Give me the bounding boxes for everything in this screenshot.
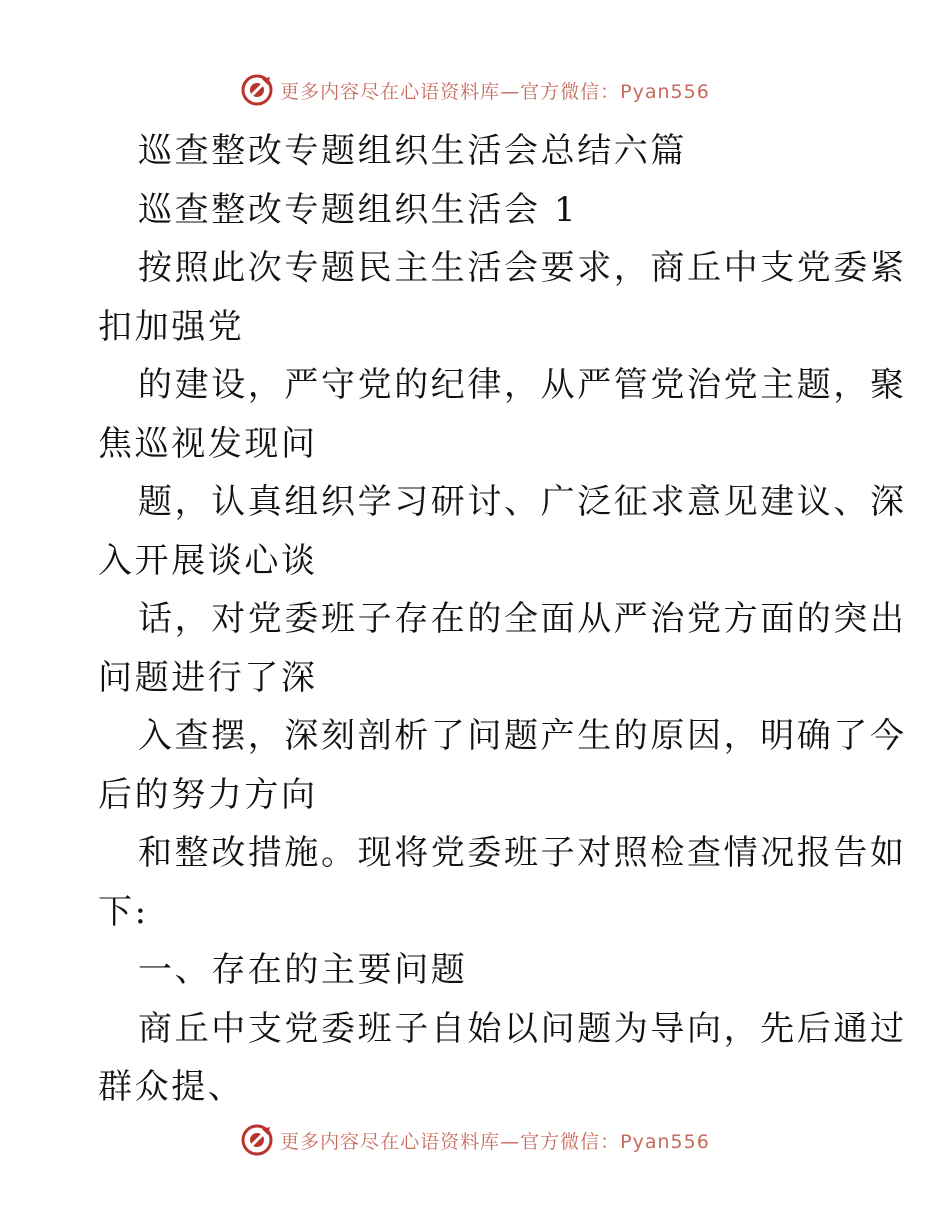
- text-line: 题，认真组织学习研讨、广泛征求意见建议、深: [138, 482, 907, 522]
- text-line: 扣加强党: [98, 306, 245, 347]
- text-line: 问题进行了深: [98, 657, 318, 698]
- header-banner: [0, 70, 950, 110]
- text-line: 和整改措施。现将党委班子对照检查情况报告如: [138, 833, 907, 873]
- text-line: 的建设，严守党的纪律，从严管党治党主题，聚: [138, 365, 907, 405]
- document-body: [98, 122, 907, 1117]
- logo-icon: [240, 1123, 274, 1157]
- text-line: 商丘中支党委班子自始以问题为导向，先后通过: [138, 1008, 907, 1049]
- text-line: 按照此次专题民主生活会要求，商丘中支党委紧: [138, 248, 907, 288]
- text-line: 巡查整改专题组织生活会 1: [138, 189, 579, 230]
- footer-banner: [0, 1120, 950, 1160]
- text-line: 话，对党委班子存在的全面从严治党方面的突出: [138, 599, 907, 639]
- text-line: 一、存在的主要问题: [138, 950, 468, 990]
- logo-icon: [240, 73, 274, 107]
- text-line: 焦巡视发现问: [98, 423, 318, 464]
- text-line: 入开展谈心谈: [98, 540, 318, 581]
- banner-text: 更多内容尽在心语资料库—官方微信：Pyan556: [280, 80, 710, 103]
- text-line: 后的努力方向: [98, 774, 318, 815]
- text-line: 群众提、: [98, 1067, 245, 1107]
- text-line: 入查摆，深刻剖析了问题产生的原因，明确了今: [138, 716, 907, 756]
- banner-text: 更多内容尽在心语资料库—官方微信：Pyan556: [280, 1130, 710, 1153]
- text-line: 下:: [98, 891, 149, 932]
- text-line: 巡查整改专题组织生活会总结六篇: [138, 131, 687, 171]
